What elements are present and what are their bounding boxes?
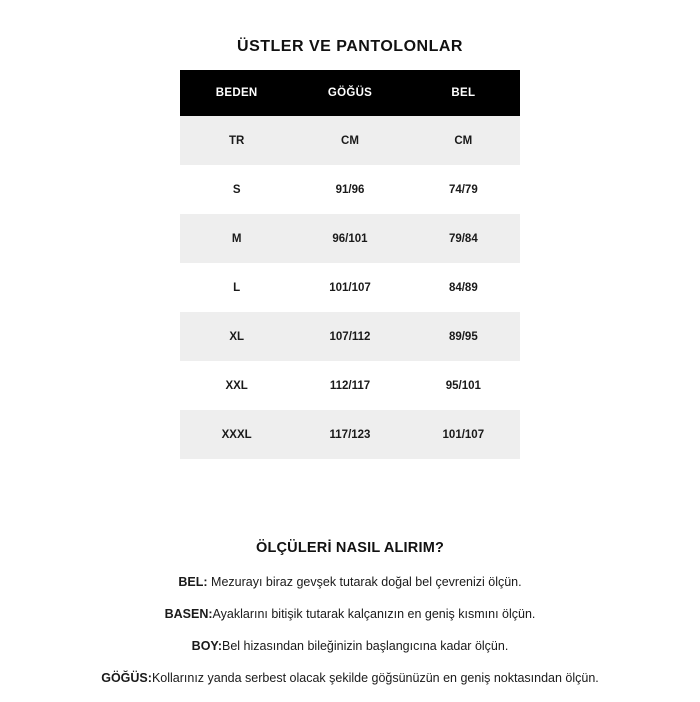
- cell-size: L: [180, 263, 293, 312]
- cell-waist: 101/107: [407, 410, 520, 459]
- cell-chest: 101/107: [293, 263, 406, 312]
- measure-label-basen: BASEN:: [164, 606, 213, 621]
- size-table: [180, 70, 520, 459]
- cell-chest: 96/101: [293, 214, 406, 263]
- table-body: [180, 116, 520, 459]
- measure-label-boy: BOY:: [191, 638, 222, 653]
- table-head: [180, 70, 520, 116]
- cell-chest: 107/112: [293, 312, 406, 361]
- cell-size: XXXL: [180, 410, 293, 459]
- column-header-beden: BEDEN: [180, 70, 293, 116]
- measure-instruction-boy: [0, 638, 700, 655]
- measure-text-basen: Ayaklarını bitişik tutarak kalçanızın en geniş kısmını ölçün.: [212, 606, 536, 621]
- table-row: [180, 165, 520, 214]
- table-row: [180, 214, 520, 263]
- cell-size: XL: [180, 312, 293, 361]
- how-to-measure-section: [0, 540, 700, 702]
- column-header-gogus: GÖĞÜS: [293, 70, 406, 116]
- cell-chest: 91/96: [293, 165, 406, 214]
- unit-cell-tr: TR: [180, 116, 293, 165]
- cell-waist: 95/101: [407, 361, 520, 410]
- cell-chest: 112/117: [293, 361, 406, 410]
- cell-size: XXL: [180, 361, 293, 410]
- cell-waist: 74/79: [407, 165, 520, 214]
- measure-label-bel: BEL:: [178, 575, 208, 589]
- measure-instruction-basen: [0, 606, 700, 623]
- cell-waist: 89/95: [407, 312, 520, 361]
- table-row: [180, 116, 520, 165]
- measure-text-boy: Bel hizasından bileğinizin başlangıcına kadar ölçün.: [222, 638, 509, 653]
- page-title: ÜSTLER VE PANTOLONLAR: [237, 38, 463, 55]
- table-row: [180, 361, 520, 410]
- cell-waist: 79/84: [407, 214, 520, 263]
- cell-size: M: [180, 214, 293, 263]
- measure-instruction-gogus: [0, 670, 700, 687]
- unit-cell-cm-bel: CM: [407, 116, 520, 165]
- cell-size: S: [180, 165, 293, 214]
- how-to-measure-title: ÖLÇÜLERİ NASIL ALIRIM?: [255, 540, 445, 556]
- measure-label-gogus: GÖĞÜS:: [101, 670, 152, 685]
- table-row: [180, 263, 520, 312]
- table-row: [180, 410, 520, 459]
- unit-cell-cm-gogus: CM: [293, 116, 406, 165]
- cell-waist: 84/89: [407, 263, 520, 312]
- table-row: [180, 312, 520, 361]
- measure-text-gogus: Kollarınız yanda serbest olacak şekilde göğsünüzün en geniş noktasından ölçün.: [151, 670, 599, 685]
- table-header-row: [180, 70, 520, 116]
- cell-chest: 117/123: [293, 410, 406, 459]
- measure-instruction-bel: [0, 574, 700, 591]
- measure-text-bel: Mezurayı biraz gevşek tutarak doğal bel çevrenizi ölçün.: [207, 575, 522, 589]
- size-table-container: [180, 70, 520, 459]
- column-header-bel: BEL: [407, 70, 520, 116]
